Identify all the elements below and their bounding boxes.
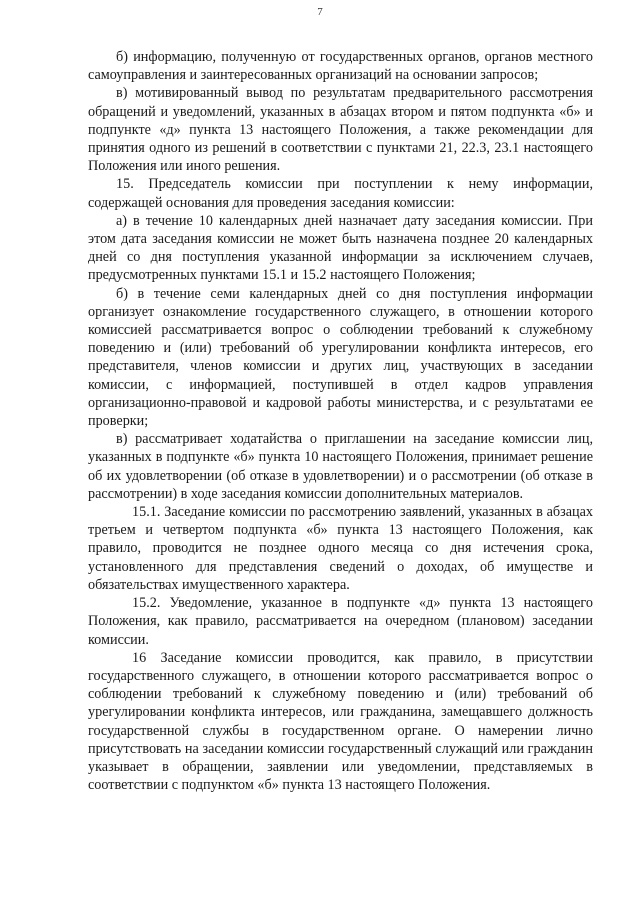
paragraph-16: 16 Заседание комиссии проводится, как правило, в присутствии государственного служащего, в отношении которого рассматривается вопрос о соблюдении требований к служебному поведению и (или) требований об урегулировании конфликта интересов, или гражданина, замещавшего должность государственной службы в государственном органе. О намерении лично присутствовать на заседании комиссии государственный служащий или гражданин указывает в обращении, заявлении или уведомлении, представляемых в соответствии с подпунктом «б» пункта 13 настоящего Положения. xyxy=(88,649,593,794)
paragraph-15-b: б) в течение семи календарных дней со дня поступления информации организует ознакомление государственного служащего, в отношении которого комиссией рассматривается вопрос о соблюдении требований к служебному поведению и (или) требований об урегулировании конфликта интересов, его представителя, членов комиссии и других лиц, участвующих в заседании комиссии, с информацией, поступившей в отдел кадров управления организационно-правовой и кадровой работы министерства, и с результатами ее проверки; xyxy=(88,285,593,430)
paragraph-15-a: а) в течение 10 календарных дней назначает дату заседания комиссии. При этом дата заседания комиссии не может быть назначена позднее 20 календарных дней со дня поступления указанной информации за исключением случаев, предусмотренных пунктами 15.1 и 15.2 настоящего Положения; xyxy=(88,212,593,284)
paragraph-15-1: 15.1. Заседание комиссии по рассмотрению заявлений, указанных в абзацах третьем и четвертом подпункта «б» пункта 13 настоящего Положения, как правило, проводится не позднее одного месяца со дня истечения срока, установленного для представления сведений о доходах, об имуществе и обязательствах имущественного характера. xyxy=(88,504,593,593)
paragraph-v-conclusion: в) мотивированный вывод по результатам предварительного рассмотрения обращений и уведомлений, указанных в абзацах втором и пятом подпункта «б» и подпункте «д» пункта 13 настоящего Положения, а также рекомендации для принятия одного из решений в соответствии с пунктами 21, 22.3, 23.1 настоящего Положения или иного решения. xyxy=(88,85,593,175)
paragraph-b-information: б) информацию, полученную от государственных органов, органов местного самоуправления и заинтересованных организаций на основании запросов; xyxy=(88,49,593,84)
document-body xyxy=(88,48,593,794)
page-number: 7 xyxy=(317,6,323,18)
paragraph-15-chairman: 15. Председатель комиссии при поступлении к нему информации, содержащей основания для проведения заседания комиссии: xyxy=(88,176,593,211)
paragraph-15-2: 15.2. Уведомление, указанное в подпункте «д» пункта 13 настоящего Положения, как правило, рассматривается на очередном (плановом) заседании комиссии. xyxy=(88,595,593,648)
paragraph-15-v: в) рассматривает ходатайства о приглашении на заседание комиссии лиц, указанных в подпункте «б» пункта 10 настоящего Положения, принимает решение об их удовлетворении (об отказе в удовлетворении) и о рассмотрении (об отказе в рассмотрении) в ходе заседания комиссии дополнительных материалов. xyxy=(88,431,593,502)
